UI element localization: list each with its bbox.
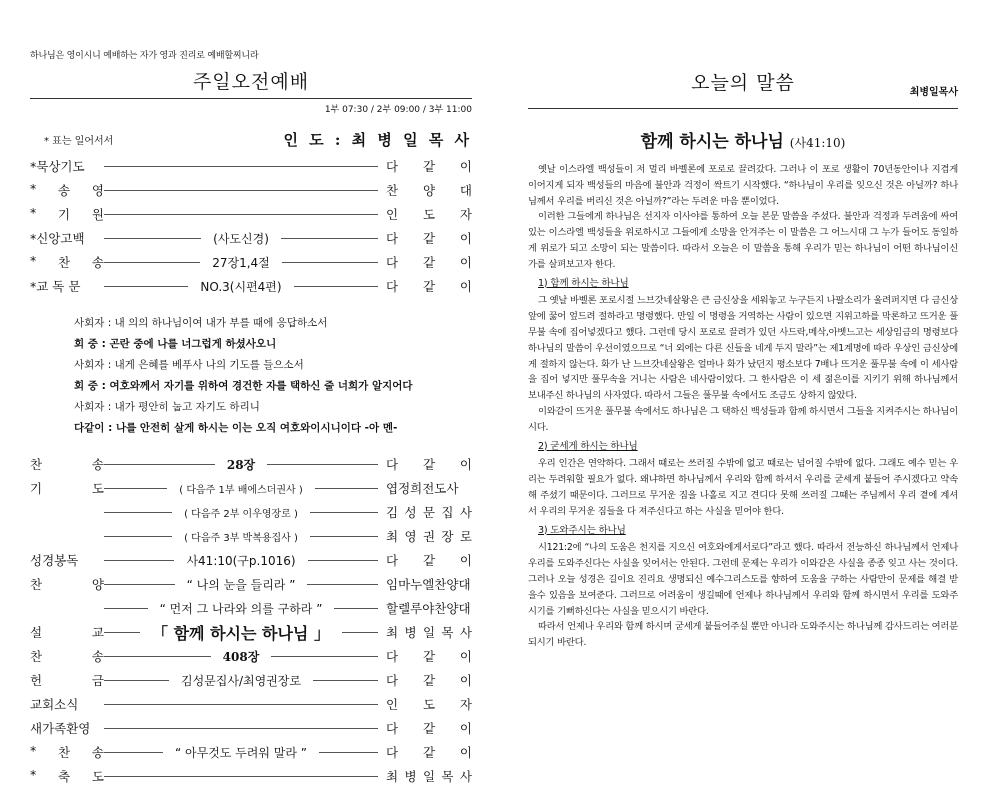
header-verse: 하나님은 영이시니 예배하는 자가 영과 진리로 예배할찌니라 bbox=[30, 51, 259, 61]
order-item-text: “ 아무것도 두려워 말라 ” bbox=[174, 745, 308, 760]
order-leader-line bbox=[104, 214, 386, 215]
sermon-reference: (사41:10) bbox=[789, 136, 846, 150]
order-person: 다 같 이 bbox=[386, 159, 472, 174]
order-person: 인 도 자 bbox=[386, 207, 472, 222]
order-list-first bbox=[30, 154, 472, 298]
order-label: 찬 송 bbox=[30, 457, 104, 472]
responsive-line: 회 중 : 여호와께서 자기를 위하여 경건한 자를 택하신 줄 너희가 알지어다 bbox=[74, 380, 413, 392]
standing-note: * 표는 일어서서 bbox=[44, 136, 114, 147]
order-header bbox=[30, 129, 472, 150]
order-label: 설 교 bbox=[30, 625, 104, 640]
order-person: 다 같 이 bbox=[386, 745, 472, 760]
order-person: 김 성 문 집 사 bbox=[386, 505, 472, 520]
order-row bbox=[30, 274, 472, 298]
order-row bbox=[30, 548, 472, 572]
sermon-author: 최병일목사 bbox=[909, 87, 958, 98]
order-leader-line bbox=[104, 166, 386, 167]
order-person: 할렐루야찬양대 bbox=[386, 601, 471, 616]
order-person: 다 같 이 bbox=[386, 457, 472, 472]
sermon-heading: 오늘의 말씀 bbox=[691, 72, 795, 94]
order-label: * 찬 송 bbox=[30, 253, 104, 270]
order-row bbox=[30, 716, 472, 740]
order-person: 다 같 이 bbox=[386, 231, 472, 246]
paragraph: 우리 인간은 연약하다. 그래서 때로는 쓰러질 수밖에 없고 때로는 넘어질 수밖에 없다. 그래도 예수 믿는 우리는 두려워할 필요가 없다. 왜냐하면 하나님께서 우리와 함께 하셔서 우리를 굳세게 붙들어 주시겠다고 약속해 주셨기 때문이다. 그러므로 무거운 짐을 나홀로 지고 견디다 못해 쓰러질 그때는 주님께서 우리 곁에 계셔서 우리의 무거운 짐들을 다 져주신다고 하는 사실을 믿어야 한다. bbox=[528, 458, 958, 517]
order-label: * 기 원 bbox=[30, 205, 104, 222]
order-item-text: (사도신경) bbox=[213, 231, 269, 246]
responsive-line: 사회자 : 내 의의 하나님이여 내가 부를 때에 응답하소서 bbox=[74, 317, 328, 329]
order-person: 임마누엘찬양대 bbox=[386, 577, 471, 592]
order-row bbox=[30, 500, 472, 524]
order-leader-line bbox=[104, 278, 386, 295]
order-item-text: 「 함께 하시는 하나님 」 bbox=[152, 623, 330, 643]
order-row bbox=[30, 250, 472, 274]
responsive-reading bbox=[74, 312, 472, 438]
order-person: 최 영 권 장 로 bbox=[386, 529, 472, 544]
responsive-line: 회 중 : 곤란 중에 나를 너그럽게 하셨사오니 bbox=[74, 338, 277, 350]
order-person: 다 같 이 bbox=[386, 279, 472, 294]
leader-line: 인 도 : 최 병 일 목 사 bbox=[283, 131, 472, 149]
order-label: 헌 금 bbox=[30, 673, 104, 688]
order-leader-line bbox=[104, 456, 386, 473]
order-person: 다 같 이 bbox=[386, 649, 472, 664]
order-item-text: ( 다음주 3부 박복용집사 ) bbox=[184, 532, 298, 544]
order-row bbox=[30, 178, 472, 202]
order-leader-line bbox=[104, 505, 386, 520]
order-label: * 축 도 bbox=[30, 767, 104, 784]
order-label: 성경봉독 bbox=[30, 553, 79, 568]
sermon-divider bbox=[528, 108, 958, 109]
paragraph: 이러한 그들에게 하나님은 선지자 이사야를 통하여 오늘 본문 말씀을 주셨다. 불안과 걱정과 두려움에 싸여있는 이스라엘 백성들을 위로하시고 그들에게 소망을 안겨주는 이 말씀은 그 어느시대 그 누가 들어도 동일하게 위로가 되고 소망이 되는 말씀이다. 따라서 오늘은 이 말씀을 통해 우리가 믿는 하나님이 어떤 하나님이신가를 살펴보고자 한다. bbox=[528, 211, 958, 270]
order-person: 엽정희전도사 bbox=[386, 481, 459, 496]
order-leader-line bbox=[104, 529, 386, 544]
order-row bbox=[30, 740, 472, 764]
order-item-text: ( 다음주 1부 배에스더권사 ) bbox=[179, 484, 303, 496]
responsive-line: 다같이 : 나를 안전히 살게 하시는 이는 오직 여호와이시니이다 -아 멘- bbox=[74, 422, 398, 434]
order-person: 다 같 이 bbox=[386, 255, 472, 270]
subheading-text: 1) 함께 하시는 하나님 bbox=[538, 277, 629, 289]
order-item-text: 27장1,4절 bbox=[212, 255, 270, 270]
order-row bbox=[30, 452, 472, 476]
sermon-title bbox=[528, 127, 958, 152]
order-label: 찬 양 bbox=[30, 577, 104, 592]
order-leader-line bbox=[104, 621, 386, 644]
order-row bbox=[30, 572, 472, 596]
order-leader-line bbox=[104, 704, 386, 705]
order-person: 인 도 자 bbox=[386, 697, 472, 712]
subheading-text: 3) 도와주시는 하나님 bbox=[538, 524, 626, 536]
order-leader-line bbox=[104, 672, 386, 689]
responsive-line: 사회자 : 내게 은혜를 베푸사 나의 기도를 들으소서 bbox=[74, 359, 304, 371]
order-label: *묵상기도 bbox=[30, 159, 85, 174]
order-row bbox=[30, 226, 472, 250]
order-leader-line bbox=[104, 728, 386, 729]
order-leader-line bbox=[104, 600, 386, 617]
order-leader-line bbox=[104, 230, 386, 247]
sermon-body bbox=[528, 162, 958, 651]
order-row bbox=[30, 476, 472, 500]
paragraph: 옛날 이스라엘 백성들이 저 멀리 바벨론에 포로로 끌려갔다. 그러나 이 포로 생활이 70년동안이나 지겹게 이어지게 되자 백성들의 마음에 불안과 걱정이 싹트기 시작했다. “하나님이 우리를 잊으신 것은 아닐까? 하나님께서 우리를 버리신 것은 아닐까?”라는 두려운 마음 뿐이었다. bbox=[528, 164, 958, 207]
order-person: 찬 양 대 bbox=[386, 183, 472, 198]
order-item-text: ( 다음주 2부 이우영장로 ) bbox=[184, 508, 298, 520]
subheading bbox=[528, 276, 958, 292]
paragraph: 이와같이 뜨거운 풀무불 속에서도 하나님은 그 택하신 백성들과 함께 하시면서 그들을 지켜주시는 하나님이시다. bbox=[528, 405, 958, 433]
subheading-text: 2) 굳세게 하시는 하나님 bbox=[538, 440, 638, 452]
worship-order-panel bbox=[30, 48, 472, 788]
service-title: 주일오전예배 bbox=[192, 71, 310, 93]
paragraph: 그 옛날 바벨론 포로시절 느브갓네살왕은 큰 금신상을 세워놓고 누구든지 나팔소리가 울려퍼지면 다 금신상 앞에 꿇어 엎드려 절하라고 명령했다. 만일 이 명령을 거역하는 사람이 있으면 지위고하를 막론하고 뜨거운 풀무불 속에 집어넣겠다고 했다. 그런데 당시 포로로 끌려가 있던 사드락,메삭,아벳느고는 세상임금의 명령보다 하나님의 말씀이 우선이였으므로 “너 외에는 다른 신들을 네게 두지 말라”는 제1계명에 따라 우상인 금신상에게 절하지 않는다. 화가 난 느브갓네살왕은 얼마나 화가 났던지 평소보다 7배나 뜨거운 풀무불 속에 이 세사람을 집어 넣지만 풀무속을 거니는 사람은 네사람이었다. 그 한사람은 이 세 젊은이를 지키기 위해 하나님께서 보내주신 하나님의 사자였다. 따라서 그들은 풀무불 속에서도 조금도 상하지 않았다. bbox=[528, 295, 958, 402]
order-row bbox=[30, 644, 472, 668]
order-label: * 찬 송 bbox=[30, 743, 104, 760]
order-leader-line bbox=[104, 254, 386, 271]
order-person: 최 병 일 목 사 bbox=[386, 625, 472, 640]
order-row bbox=[30, 620, 472, 644]
order-label: 찬 송 bbox=[30, 649, 104, 664]
order-leader-line bbox=[104, 776, 386, 777]
order-label: 교회소식 bbox=[30, 697, 79, 712]
order-label: *신앙고백 bbox=[30, 231, 85, 246]
subheading bbox=[528, 439, 958, 455]
order-row bbox=[30, 596, 472, 620]
order-label: *교 독 문 bbox=[30, 279, 81, 294]
order-item-text: NO.3(시편4편) bbox=[200, 279, 282, 294]
order-row bbox=[30, 154, 472, 178]
order-item-text: 사41:10(구p.1016) bbox=[186, 553, 296, 568]
order-label: * 송 영 bbox=[30, 181, 104, 198]
order-row bbox=[30, 668, 472, 692]
order-item-text: “ 나의 눈을 들리라 ” bbox=[186, 577, 296, 592]
order-leader-line bbox=[104, 552, 386, 569]
order-row bbox=[30, 202, 472, 226]
order-person: 다 같 이 bbox=[386, 553, 472, 568]
order-person: 다 같 이 bbox=[386, 673, 472, 688]
order-person: 다 같 이 bbox=[386, 721, 472, 736]
order-row bbox=[30, 764, 472, 788]
order-leader-line bbox=[104, 481, 386, 496]
responsive-line: 사회자 : 내가 평안히 눕고 자기도 하리니 bbox=[74, 401, 260, 413]
order-row bbox=[30, 692, 472, 716]
order-label: 기 도 bbox=[30, 481, 104, 496]
paragraph: 시121:2에 “나의 도움은 천지를 지으신 여호와에게서로다”라고 했다. 따라서 전능하신 하나님께서 언제나 우리를 도와주신다는 사실을 잊어서는 안된다. 그런데 문제는 우리가 이와같은 사실을 종종 잊고 사는 것이다. 그러나 오늘 성경은 길이요 진리요 생명되신 예수그리스도를 향하여 도움을 구하는 사람만이 문제를 해결 받을수 있음을 보여준다. 그러므로 어려움이 생길때에 언제나 하나님께서 우리와 함께 하시면서 우리를 도와주시기를 기뻐하신다는 사실을 믿으시기 바란다. bbox=[528, 542, 958, 617]
order-person: 최 병 일 목 사 bbox=[386, 769, 472, 784]
order-item-text: “ 먼저 그 나라와 의를 구하라 ” bbox=[159, 601, 323, 616]
order-label: 새가족환영 bbox=[30, 721, 91, 736]
order-leader-line bbox=[104, 648, 386, 665]
sermon-panel bbox=[528, 60, 958, 651]
order-item-text: 28장 bbox=[226, 457, 256, 472]
service-times: 1부 07:30 / 2부 09:00 / 3부 11:00 bbox=[324, 105, 472, 115]
order-leader-line bbox=[104, 576, 386, 593]
subheading bbox=[528, 523, 958, 539]
order-leader-line bbox=[104, 190, 386, 191]
order-list-second bbox=[30, 452, 472, 788]
order-row bbox=[30, 524, 472, 548]
order-item-text: 408장 bbox=[222, 649, 260, 664]
title-divider bbox=[30, 98, 472, 99]
paragraph: 따라서 언제나 우리와 함께 하시며 굳세게 붙들어주실 뿐만 아니라 도와주시는 하나님께 감사드리는 여러분 되시기 바란다. bbox=[528, 621, 958, 649]
sermon-title-text: 함께 하시는 하나님 bbox=[640, 132, 784, 152]
order-leader-line bbox=[104, 744, 386, 761]
order-item-text: 김성문집사/최영권장로 bbox=[181, 673, 301, 688]
